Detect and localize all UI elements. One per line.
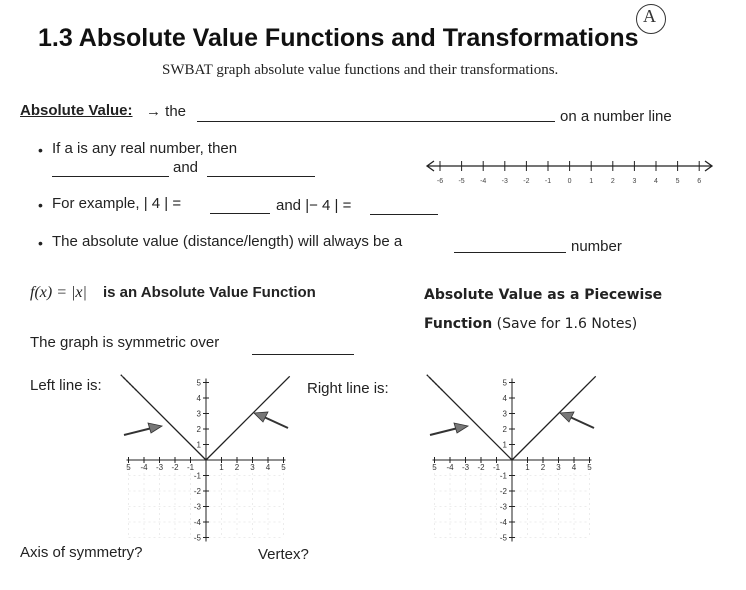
axis-of-symmetry-question: Axis of symmetry?	[20, 544, 143, 561]
x-tick-label: 5	[587, 463, 592, 472]
number-line-tick-label: -6	[436, 178, 444, 185]
x-tick-label: -2	[477, 463, 485, 472]
absolute-value-right-ray	[512, 376, 596, 460]
absolute-value-left-ray	[428, 376, 512, 460]
symmetric-blank[interactable]	[252, 353, 354, 355]
piecewise-save-note: (Save for 1.6 Notes)	[496, 316, 638, 332]
y-tick-label: 3	[502, 409, 507, 419]
definition-blank[interactable]	[197, 120, 555, 122]
bullet-2-blank-1[interactable]	[210, 212, 270, 214]
absolute-value-right-ray	[206, 376, 290, 460]
piecewise-function-word: Function	[424, 316, 493, 332]
x-tick-label: -3	[155, 463, 164, 472]
y-tick-label: 2	[502, 425, 507, 434]
bullet-1-blank-2[interactable]	[207, 175, 315, 177]
number-line	[424, 154, 716, 190]
number-line-tick-label: -4	[480, 178, 487, 185]
vertex-question: Vertex?	[258, 546, 309, 563]
y-tick-label: -3	[193, 502, 201, 512]
function-title: is an Absolute Value Function	[103, 284, 316, 301]
x-tick-label: 2	[540, 463, 546, 472]
y-tick-label: -4	[499, 518, 507, 527]
x-tick-label: 4	[571, 463, 577, 472]
left-pointer-arrowhead	[454, 423, 468, 433]
definition-arrow-the: → the	[146, 103, 187, 120]
corner-mark-letter: A	[643, 6, 656, 26]
y-tick-label: -2	[499, 487, 507, 496]
right-pointer-arrowhead	[254, 412, 268, 422]
bullet-marker: •	[38, 142, 43, 158]
number-line-tick-label: -5	[458, 178, 465, 185]
x-tick-label: 3	[250, 463, 255, 472]
x-tick-label: 1	[525, 463, 530, 472]
graph-right	[424, 372, 600, 550]
y-tick-label: -5	[499, 533, 507, 543]
right-pointer-arrow	[570, 417, 594, 428]
x-tick-label: -4	[446, 463, 454, 472]
piecewise-title-line1: Absolute Value as a Piecewise	[424, 287, 663, 303]
definition-tail: on a number line	[560, 108, 672, 125]
number-line-tick-label: -3	[501, 178, 508, 185]
y-tick-label: 2	[196, 425, 201, 434]
y-tick-label: -1	[499, 471, 507, 481]
x-tick-label: 2	[234, 463, 240, 472]
swbat-text: SWBAT graph absolute value functions and their transformations.	[162, 62, 559, 78]
y-tick-label: -5	[193, 533, 201, 543]
bullet-2-blank-2[interactable]	[370, 213, 438, 215]
bullet-marker: •	[38, 235, 43, 251]
y-tick-label: 4	[502, 394, 507, 403]
right-pointer-arrow	[264, 417, 288, 428]
number-line-tick-label: -1	[544, 178, 552, 185]
left-pointer-arrow	[124, 428, 152, 435]
absolute-value-left-ray	[122, 376, 206, 460]
symmetric-text: The graph is symmetric over	[30, 334, 220, 351]
left-line-label: Left line is:	[30, 377, 102, 394]
bullet-marker: •	[38, 197, 43, 213]
x-tick-label: 4	[265, 463, 271, 472]
y-tick-label: -1	[193, 471, 201, 481]
number-line-tick-label: 2	[610, 178, 615, 185]
left-pointer-arrow	[430, 428, 458, 435]
x-tick-label: -2	[171, 463, 179, 472]
graph-left	[118, 372, 294, 550]
left-pointer-arrowhead	[148, 423, 162, 433]
number-line-tick-label: 0	[567, 178, 572, 185]
y-tick-label: -2	[193, 487, 201, 496]
y-tick-label: -3	[499, 502, 507, 512]
number-line-tick-label: -2	[523, 178, 530, 185]
x-tick-label: 5	[281, 463, 286, 472]
number-line-tick-label: 6	[697, 178, 702, 185]
right-pointer-arrowhead	[560, 412, 574, 422]
bullet-1-and: and	[173, 159, 199, 176]
definition-label: Absolute Value:	[20, 102, 133, 119]
y-tick-label: 3	[196, 409, 201, 419]
x-tick-label: 1	[219, 463, 224, 472]
x-tick-label: 5	[126, 463, 131, 472]
x-tick-label: -1	[186, 463, 195, 472]
right-line-label: Right line is:	[307, 380, 389, 397]
bullet-2-text: For example, | 4 | =	[52, 195, 182, 212]
bullet-2-and: and |− 4 | =	[276, 197, 352, 214]
number-line-tick-label: 4	[654, 178, 658, 185]
y-tick-label: -4	[193, 518, 201, 527]
bullet-3-tail: number	[571, 238, 622, 255]
y-tick-label: 5	[196, 378, 201, 388]
bullet-3-blank[interactable]	[454, 251, 566, 253]
y-tick-label: 1	[196, 440, 201, 450]
number-line-tick-label: 3	[632, 178, 637, 185]
x-tick-label: -1	[492, 463, 501, 472]
y-tick-label: 5	[502, 378, 507, 388]
page-title: 1.3 Absolute Value Functions and Transformations	[38, 24, 639, 52]
function-formula: f(x) = |x|	[30, 284, 87, 301]
piecewise-title-line2	[424, 316, 637, 332]
number-line-tick-label: 1	[589, 178, 594, 185]
x-tick-label: -4	[140, 463, 148, 472]
bullet-3-text: The absolute value (distance/length) will always be a	[52, 233, 403, 250]
x-tick-label: -3	[461, 463, 470, 472]
x-tick-label: 3	[556, 463, 561, 472]
number-line-tick-label: 5	[675, 178, 680, 185]
bullet-1-blank-1[interactable]	[52, 175, 169, 177]
bullet-1-text: If a is any real number, then	[52, 140, 238, 157]
y-tick-label: 1	[502, 440, 507, 450]
x-tick-label: 5	[432, 463, 437, 472]
y-tick-label: 4	[196, 394, 201, 403]
